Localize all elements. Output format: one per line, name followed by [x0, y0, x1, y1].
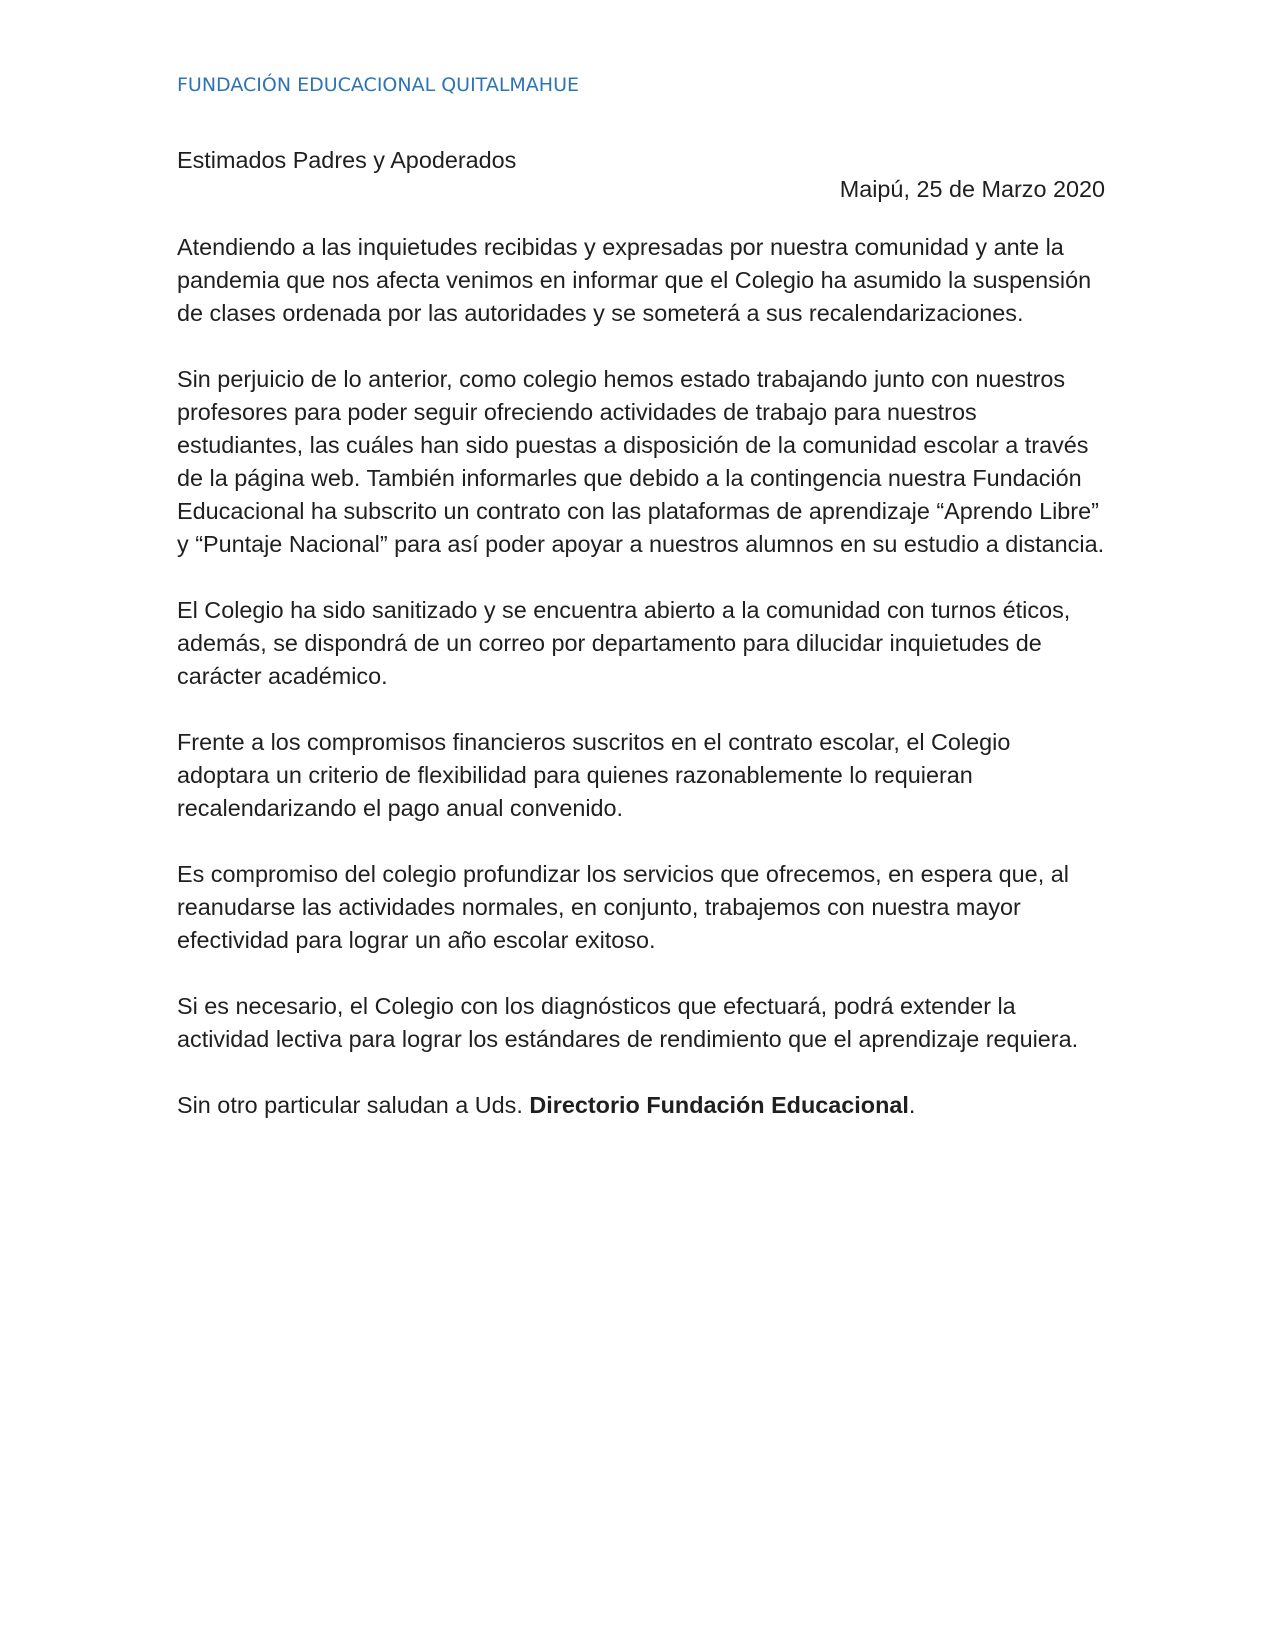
letter-body	[177, 144, 1107, 1122]
letter-date: Maipú, 25 de Marzo 2020	[839, 176, 1105, 202]
closing-text: Sin otro particular saludan a Uds.	[177, 1092, 530, 1118]
paragraph-5: Es compromiso del colegio profundizar los servicios que ofrecemos, en espera que, al reanudarse las actividades normales, en conjunto, trabajemos con nuestra mayor efectividad para lograr un año escolar exitoso.	[177, 861, 1069, 953]
signature: Directorio Fundación Educacional	[529, 1092, 909, 1118]
closing-line	[177, 1089, 1107, 1122]
paragraph-4: Frente a los compromisos financieros suscritos en el contrato escolar, el Colegio adoptara un criterio de flexibilidad para quienes razonablemente lo requieran recalendarizando el pago anual convenido.	[177, 729, 1011, 821]
closing-period: .	[908, 1092, 916, 1118]
salutation: Estimados Padres y Apoderados	[177, 147, 517, 173]
organization-header: FUNDACIÓN EDUCACIONAL QUITALMAHUE	[177, 74, 579, 96]
paragraph-3: El Colegio ha sido sanitizado y se encuentra abierto a la comunidad con turnos éticos, además, se dispondrá de un correo por departamento para dilucidar inquietudes de carácter académico.	[177, 597, 1071, 689]
paragraph-1: Atendiendo a las inquietudes recibidas y expresadas por nuestra comunidad y ante la pandemia que nos afecta venimos en informar que el Colegio ha asumido la suspensión de clases ordenada por las autoridades y se someterá a sus recalendarizaciones.	[177, 234, 1092, 326]
paragraph-2: Sin perjuicio de lo anterior, como colegio hemos estado trabajando junto con nuestros profesores para poder seguir ofreciendo actividades de trabajo para nuestros estudiantes, las cuáles han sido puestas a disposición de la comunidad escolar a través de la página web. También informarles que debido a la contingencia nuestra Fundación Educacional ha subscrito un contrato con las plataformas de aprendizaje “Aprendo Libre” y “Puntaje Nacional” para así poder apoyar a nuestros alumnos en su estudio a distancia.	[177, 366, 1105, 557]
paragraph-6: Si es necesario, el Colegio con los diagnósticos que efectuará, podrá extender la actividad lectiva para lograr los estándares de rendimiento que el aprendizaje requiera.	[177, 993, 1079, 1052]
